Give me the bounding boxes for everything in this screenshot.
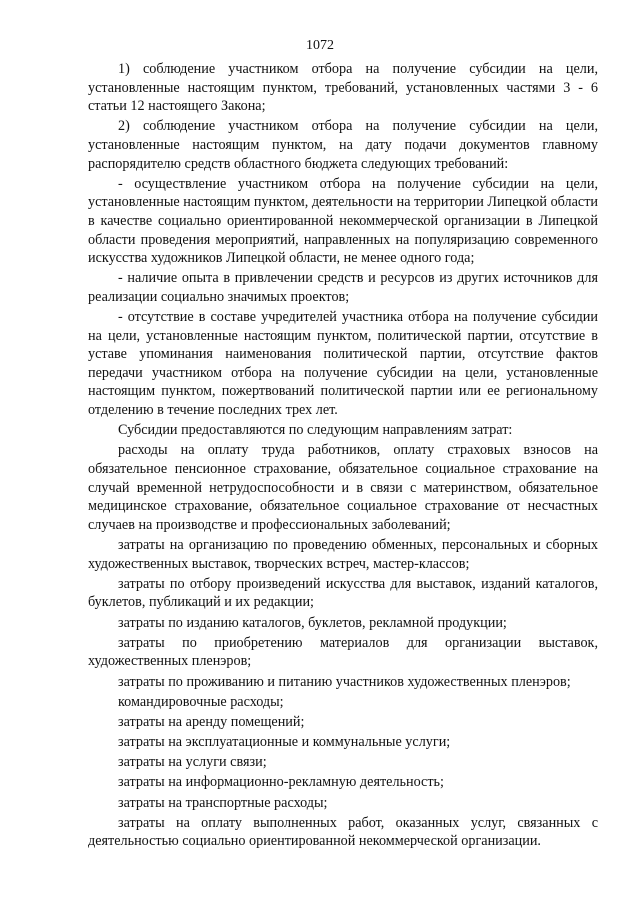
paragraph: затраты на эксплуатационные и коммунальные услуги; xyxy=(118,734,451,751)
paragraph: затраты по проживанию и питанию участников художественных пленэров; xyxy=(118,673,571,690)
paragraph: затраты на услуги связи; xyxy=(118,754,267,771)
paragraph: расходы на оплату труда работников, оплату страховых взносов на обязательное пенсионное страхование, обязательное социальное страхование на случай временной нетрудоспособности и в связи с материнством, обязательное медицинское страхование, обязательное социальное страхование от несчастных случаев на производстве и профессиональных заболеваний; xyxy=(88,442,598,533)
paragraph: затраты на оплату выполненных работ, оказанных услуг, связанных с деятельностью социально ориентированной некоммерческой организации. xyxy=(88,814,598,850)
paragraph: 1) соблюдение участником отбора на получение субсидии на цели, установленные настоящим пунктом, требований, установленных частями 3 - 6 статьи 12 настоящего Закона; xyxy=(88,61,598,115)
paragraph: затраты на информационно-рекламную деятельность; xyxy=(118,774,444,791)
paragraph: - отсутствие в составе учредителей участника отбора на получение субсидии на цели, установленные настоящим пунктом, политической партии, отсутствие в уставе упоминания наименования политической партии, отсутствие фактов передачи участником отбора на получение субсидии на цели, установленные настоящим пунктом, пожертвований политической партии или ее региональному отделению в течение последних трех лет. xyxy=(88,309,598,419)
paragraph: 2) соблюдение участником отбора на получение субсидии на цели, установленные настоящим пунктом, на дату подачи документов главному распорядителю средств областного бюджета следующих требований: xyxy=(88,118,598,172)
paragraph: затраты по отбору произведений искусства для выставок, изданий каталогов, буклетов, публикаций и их редакции; xyxy=(88,575,598,611)
page-number: 1072 xyxy=(306,38,334,53)
paragraph: затраты по приобретению материалов для организации выставок, художественных пленэров; xyxy=(88,634,598,670)
paragraph: командировочные расходы; xyxy=(118,693,284,710)
paragraph: затраты на аренду помещений; xyxy=(118,713,305,730)
paragraph: затраты на транспортные расходы; xyxy=(118,794,328,811)
paragraph: Субсидии предоставляются по следующим направлениям затрат: xyxy=(118,422,513,439)
paragraph: затраты по изданию каталогов, буклетов, рекламной продукции; xyxy=(118,614,507,631)
paragraph: - осуществление участником отбора на получение субсидии на цели, установленные настоящим пунктом, деятельности на территории Липецкой области в качестве социально ориентированной некоммерческой организации в Липецкой области проведения мероприятий, направленных на популяризацию современного искусства художников Липецкой области, не менее одного года; xyxy=(88,175,598,267)
paragraph: - наличие опыта в привлечении средств и ресурсов из других источников для реализации социально значимых проектов; xyxy=(88,270,598,305)
document-body xyxy=(88,60,598,853)
paragraph: затраты на организацию по проведению обменных, персональных и сборных художественных выставок, творческих встреч, мастер-классов; xyxy=(88,537,598,572)
